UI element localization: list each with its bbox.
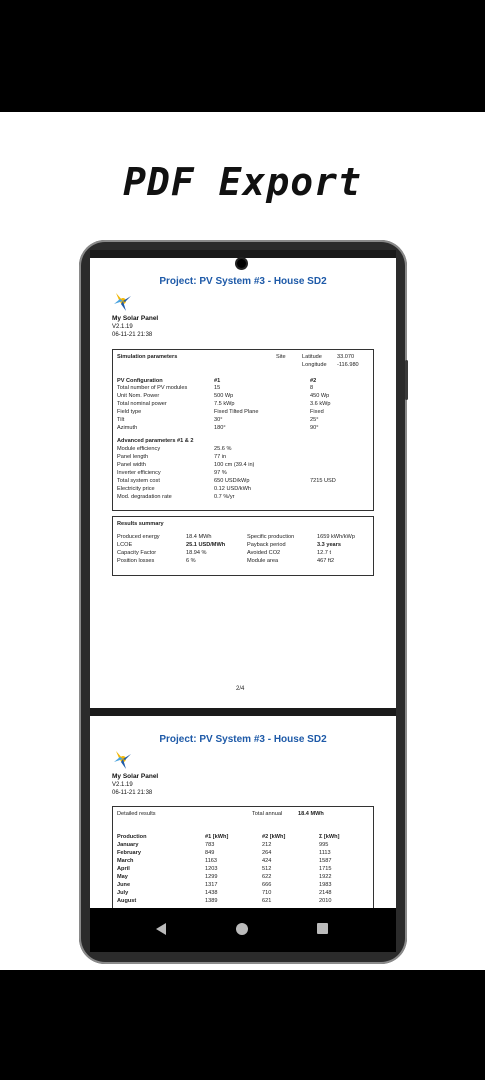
solar-logo-icon xyxy=(112,290,134,312)
param-label: Tilt xyxy=(117,417,125,423)
adv-param-label: Mod. degradation rate xyxy=(117,494,172,500)
result-value: 467 ft2 xyxy=(317,558,335,564)
param-label: Total number of PV modules xyxy=(117,385,188,391)
longitude-value: -116.980 xyxy=(337,362,359,368)
adv-param-value-1: 77 in xyxy=(214,454,227,460)
back-icon[interactable] xyxy=(156,923,166,935)
latitude-label: Latitude xyxy=(302,354,322,360)
total-annual-label: Total annual xyxy=(252,811,283,817)
result-value: 1659 kWh/kWp xyxy=(317,534,355,540)
solar-logo-icon xyxy=(112,748,134,770)
param-value-1: Fixed Tilted Plane xyxy=(214,409,259,415)
result-label: Specific production xyxy=(247,534,295,540)
result-value: 18.94 % xyxy=(186,550,207,556)
month-value-2: 666 xyxy=(262,882,272,888)
month-sum: 1983 xyxy=(319,882,332,888)
report-date: 06-11-21 21:38 xyxy=(112,790,153,796)
app-info xyxy=(112,773,158,797)
param-label: Azimuth xyxy=(117,425,138,431)
app-name: My Solar Panel xyxy=(112,773,159,780)
result-label: Payback period xyxy=(247,542,286,548)
month-value-2: 264 xyxy=(262,850,272,856)
adv-param-value-1: 0.12 USD/kWh xyxy=(214,486,251,492)
result-value: 3.3 years xyxy=(317,542,341,548)
month-sum: 1922 xyxy=(319,874,332,880)
adv-param-value-1: 100 cm (39.4 in) xyxy=(214,462,255,468)
sim-title: Simulation parameters xyxy=(117,354,178,360)
month-value-2: 710 xyxy=(262,890,272,896)
param-value-1: 180° xyxy=(214,425,226,431)
pdf-page-3 xyxy=(90,716,396,908)
month-sum: 1715 xyxy=(319,866,332,872)
app-version: V2.1.19 xyxy=(112,324,133,330)
pv-config-heading: PV Configuration xyxy=(117,378,163,384)
month-value-1: 1438 xyxy=(205,890,218,896)
app-version: V2.1.19 xyxy=(112,782,133,788)
month-value-1: 849 xyxy=(205,850,215,856)
adv-param-value-2: 7215 USD xyxy=(310,478,336,484)
page-separator xyxy=(90,708,396,716)
month-value-2: 512 xyxy=(262,866,272,872)
param-value-1: 500 Wp xyxy=(214,393,234,399)
month-value-1: 1203 xyxy=(205,866,218,872)
app-info xyxy=(112,315,158,339)
param-label: Unit Nom. Power xyxy=(117,393,160,399)
month-sum: 1113 xyxy=(319,850,331,856)
result-label: Position losses xyxy=(117,558,155,564)
detailed-title: Detailed results xyxy=(117,811,156,817)
month-label: February xyxy=(117,850,141,856)
param-value-2: 25° xyxy=(310,417,319,423)
android-nav-bar xyxy=(90,908,396,952)
latitude-value: 33.070 xyxy=(337,354,355,360)
month-label: August xyxy=(117,898,137,904)
result-label: Module area xyxy=(247,558,279,564)
home-icon[interactable] xyxy=(236,923,248,935)
results-title: Results summary xyxy=(117,521,164,527)
month-value-1: 1317 xyxy=(205,882,218,888)
project-title: Project: PV System #3 - House SD2 xyxy=(159,734,327,745)
month-sum: 995 xyxy=(319,842,329,848)
result-value: 6 % xyxy=(186,558,196,564)
month-value-2: 622 xyxy=(262,874,272,880)
result-value: 25.1 USD/MWh xyxy=(186,542,226,548)
col2-kwh-header: #2 [kWh] xyxy=(262,834,286,840)
project-title: Project: PV System #3 - House SD2 xyxy=(159,276,327,287)
month-value-2: 424 xyxy=(262,858,272,864)
month-value-1: 1389 xyxy=(205,898,218,904)
adv-param-label: Inverter efficiency xyxy=(117,470,161,476)
month-label: March xyxy=(117,858,134,864)
adv-param-value-1: 0.7 %/yr xyxy=(214,494,235,500)
param-value-1: 30° xyxy=(214,417,223,423)
param-label: Total nominal power xyxy=(117,401,167,407)
param-value-1: 15 xyxy=(214,385,221,391)
month-label: May xyxy=(117,874,128,880)
adv-param-value-1: 650 USD/kWp xyxy=(214,478,250,484)
pdf-viewer[interactable] xyxy=(90,250,396,908)
adv-param-value-1: 25.6 % xyxy=(214,446,232,452)
month-sum: 2148 xyxy=(319,890,332,896)
adv-param-label: Panel width xyxy=(117,462,146,468)
param-value-2: 8 xyxy=(310,385,314,391)
month-value-1: 783 xyxy=(205,842,215,848)
month-value-1: 1163 xyxy=(205,858,218,864)
month-label: April xyxy=(117,866,130,872)
production-header: Production xyxy=(117,834,147,840)
adv-param-label: Total system cost xyxy=(117,478,160,484)
param-value-1: 7.5 kWp xyxy=(214,401,235,407)
month-value-1: 1299 xyxy=(205,874,218,880)
month-label: June xyxy=(117,882,131,888)
param-value-2: Fixed xyxy=(310,409,324,415)
total-annual-value: 18.4 MWh xyxy=(298,811,324,817)
headline: PDF Export xyxy=(123,160,362,204)
param-value-2: 90° xyxy=(310,425,319,431)
col1-header: #1 xyxy=(214,378,221,384)
longitude-label: Longitude xyxy=(302,362,327,368)
adv-param-value-1: 97 % xyxy=(214,470,227,476)
result-value: 18.4 MWh xyxy=(186,534,212,540)
front-camera xyxy=(237,259,246,268)
month-sum: 2010 xyxy=(319,898,332,904)
volume-button xyxy=(405,360,408,400)
results-summary-box xyxy=(112,516,374,576)
adv-param-label: Module efficiency xyxy=(117,446,161,452)
month-value-2: 621 xyxy=(262,898,272,904)
param-value-2: 3.6 kWp xyxy=(310,401,331,407)
adv-param-label: Electricity price xyxy=(117,486,155,492)
col1-kwh-header: #1 [kWh] xyxy=(205,834,229,840)
month-label: July xyxy=(117,890,129,896)
sum-kwh-header: Σ [kWh] xyxy=(319,834,340,840)
result-label: Produced energy xyxy=(117,534,160,540)
advanced-params-heading: Advanced parameters #1 & 2 xyxy=(117,438,194,444)
param-value-2: 450 Wp xyxy=(310,393,330,399)
adv-param-label: Panel length xyxy=(117,454,149,460)
month-label: January xyxy=(117,842,139,848)
report-date: 06-11-21 21:38 xyxy=(112,332,153,338)
page-number: 2/4 xyxy=(236,686,245,692)
result-label: LCOE xyxy=(117,542,133,548)
detailed-results-box xyxy=(112,806,374,908)
col2-header: #2 xyxy=(310,378,317,384)
result-value: 12.7 t xyxy=(317,550,331,556)
site-label: Site xyxy=(276,354,286,360)
month-value-2: 212 xyxy=(262,842,272,848)
recent-apps-icon[interactable] xyxy=(317,923,328,934)
month-sum: 1587 xyxy=(319,858,332,864)
simulation-parameters-box xyxy=(112,349,374,511)
app-name: My Solar Panel xyxy=(112,315,159,322)
param-label: Field type xyxy=(117,409,142,415)
result-label: Avoided CO2 xyxy=(247,550,281,556)
result-label: Capacity Factor xyxy=(117,550,157,556)
